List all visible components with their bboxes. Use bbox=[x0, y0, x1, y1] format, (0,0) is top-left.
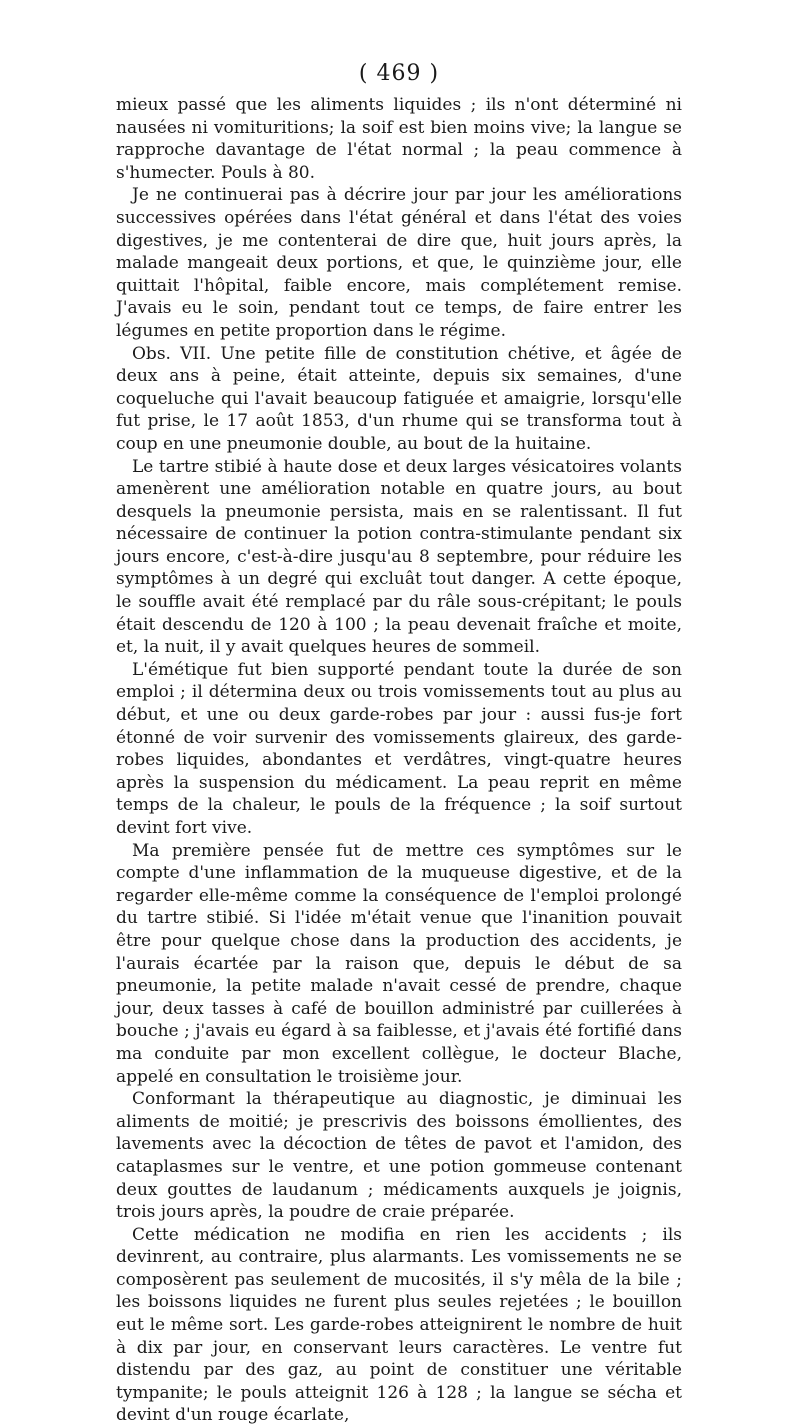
paragraph-7: Conformant la thérapeutique au diagnostic, je diminuai les aliments de moitié; je prescrivis des boissons émollientes, des lavements avec la décoction de têtes de pavot et l'amidon, des cataplasmes sur le ventre, et une potion gommeuse contenant deux gouttes de laudanum ; médicaments auxquels je joignis, trois jours après, la poudre de craie préparée. bbox=[116, 1089, 682, 1223]
body-text bbox=[116, 94, 682, 1427]
page-number: ( 469 ) bbox=[358, 61, 440, 86]
paragraph-8: Cette médication ne modifia en rien les accidents ; ils devinrent, au contraire, plus alarmants. Les vomissements ne se composèrent pas seulement de mucosités, il s'y mêla de la bile ; les boissons liquides ne furent plus seules rejetées ; le bouillon eut le même sort. Les garde-robes atteignirent le nombre de huit à dix par jour, en conservant leurs caractères. Le ventre fut distendu par des gaz, au point de constituer une véritable tympanite; le pouls atteignit 126 à 128 ; la langue se sécha et devint d'un rouge écarlate, bbox=[116, 1224, 682, 1426]
paragraph-6: Ma première pensée fut de mettre ces symptômes sur le compte d'une inflammation de la muqueuse digestive, et de la regarder elle-même comme la conséquence de l'emploi prolongé du tartre stibié. Si l'idée m'était venue que l'inanition pouvait être pour quelque chose dans la production des accidents, je l'aurais écartée par la raison que, depuis le début de sa pneumonie, la petite malade n'avait cessé de prendre, chaque jour, deux tasses à café de bouillon administré par cuillerées à bouche ; j'avais eu égard à sa faiblesse, et j'avais été fortifié dans ma conduite par mon excellent collègue, le docteur Blache, appelé en consultation le troisième jour. bbox=[116, 840, 682, 1087]
paragraph-5: L'émétique fut bien supporté pendant toute la durée de son emploi ; il détermina deux ou trois vomissements tout au plus au début, et une ou deux garde-robes par jour : aussi fus-je fort étonné de voir survenir des vomissements glaireux, des garde-robes liquides, abondantes et verdâtres, vingt-quatre heures après la suspension du médicament. La peau reprit en même temps de la chaleur, le pouls de la fréquence ; la soif surtout devint fort vive. bbox=[116, 659, 682, 838]
paragraph-1: mieux passé que les aliments liquides ; ils n'ont déterminé ni nausées ni vomituritions; la soif est bien moins vive; la langue se rapproche davantage de l'état normal ; la peau commence à s'humecter. Pouls à 80. bbox=[116, 95, 682, 183]
paragraph-3-observation: Obs. VII. Une petite fille de constitution chétive, et âgée de deux ans à peine, était atteinte, depuis six semaines, d'une coqueluche qui l'avait beaucoup fatiguée et amaigrie, lorsqu'elle fut prise, le 17 août 1853, d'un rhume qui se transforma tout à coup en une pneumonie double, au bout de la huitaine. bbox=[116, 343, 682, 454]
paragraph-4: Le tartre stibié à haute dose et deux larges vésicatoires volants amenèrent une amélioration notable en quatre jours, au bout desquels la pneumonie persista, mais en se ralentissant. Il fut nécessaire de continuer la potion contra-stimulante pendant six jours encore, c'est-à-dire jusqu'au 8 septembre, pour réduire les symptômes à un degré qui excluât tout danger. A cette époque, le souffle avait été remplacé par du râle sous-crépitant; le pouls était descendu de 120 à 100 ; la peau devenait fraîche et moite, et, la nuit, il y avait quelques heures de sommeil. bbox=[116, 456, 682, 658]
paragraph-2: Je ne continuerai pas à décrire jour par jour les améliorations successives opérées dans l'état général et dans l'état des voies digestives, je me contenterai de dire que, huit jours après, la malade mangeait deux portions, et que, le quinzième jour, elle quittait l'hôpital, faible encore, mais complétement remise. J'avais eu le soin, pendant tout ce temps, de faire entrer les légumes en petite proportion dans le régime. bbox=[116, 185, 682, 341]
